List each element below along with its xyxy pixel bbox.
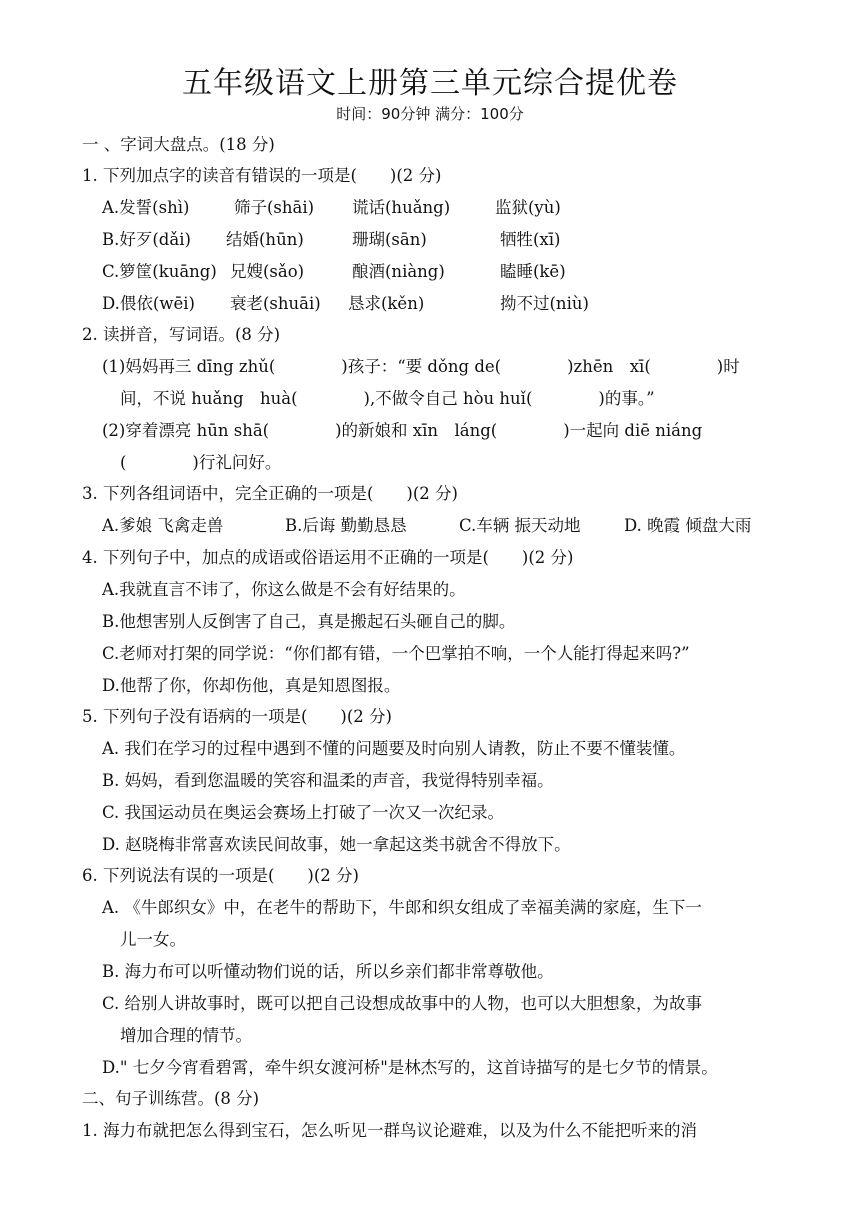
q6-option-b: B. 海力布可以听懂动物们说的话，所以乡亲们都非常尊敬他。 bbox=[102, 962, 554, 981]
q2-line-4: ( )行礼问好。 bbox=[120, 453, 282, 472]
q1-b-word-1: B.好歹(dǎi) bbox=[102, 230, 191, 249]
q1-b-word-4: 牺牲(xī) bbox=[500, 230, 561, 249]
q4-option-d: D.他帮了你，你却伤他，真是知恩图报。 bbox=[102, 676, 401, 695]
section-heading-2: 二、句子训练营。(8 分) bbox=[82, 1089, 260, 1108]
question-3: 3. 下列各组词语中，完全正确的一项是( )(2 分) bbox=[82, 484, 458, 503]
q1-c-word-4: 瞌睡(kē) bbox=[500, 262, 566, 281]
q1-a-word-2: 筛子(shāi) bbox=[234, 198, 315, 217]
exam-meta: 时间：90分钟 满分：100分 bbox=[336, 105, 524, 123]
q3-option-a: A.爹娘 飞禽走兽 bbox=[102, 516, 224, 535]
q4-option-c: C.老师对打架的同学说：“你们都有错，一个巴掌拍不响，一个人能打得起来吗?” bbox=[102, 644, 690, 663]
q3-option-b: B.后诲 勤勤恳恳 bbox=[285, 516, 407, 535]
q1-c-word-1: C.箩筐(kuāng) bbox=[102, 262, 217, 281]
q5-option-c: C. 我国运动员在奥运会赛场上打破了一次又一次纪录。 bbox=[102, 803, 505, 822]
question-1: 1. 下列加点字的读音有错误的一项是( )(2 分) bbox=[82, 166, 442, 185]
q6-option-c-line-2: 增加合理的情节。 bbox=[120, 1026, 252, 1045]
q1-c-word-2: 兄嫂(sǎo) bbox=[230, 262, 305, 281]
q4-option-a: A.我就直言不讳了，你这么做是不会有好结果的。 bbox=[102, 580, 466, 599]
q1-a-word-4: 监狱(yù) bbox=[495, 198, 561, 217]
page-title: 五年级语文上册第三单元综合提优卷 bbox=[182, 66, 678, 101]
q1-d-word-4: 拗不过(niù) bbox=[500, 294, 589, 313]
q3-option-c: C.车辆 振天动地 bbox=[459, 516, 581, 535]
question-5: 5. 下列句子没有语病的一项是( )(2 分) bbox=[82, 707, 392, 726]
question-6: 6. 下列说法有误的一项是( )(2 分) bbox=[82, 866, 359, 885]
section-2-question-1: 1. 海力布就把怎么得到宝石，怎么听见一群鸟议论避难，以及为什么不能把听来的消 bbox=[82, 1121, 697, 1140]
q1-a-word-3: 谎话(huǎng) bbox=[352, 198, 451, 217]
q1-d-word-2: 衰老(shuāi) bbox=[230, 294, 321, 313]
q1-d-word-1: D.偎依(wēi) bbox=[102, 294, 195, 313]
q5-option-d: D. 赵晓梅非常喜欢读民间故事，她一拿起这类书就舍不得放下。 bbox=[102, 835, 571, 854]
q1-d-word-3: 恳求(kěn) bbox=[348, 294, 425, 313]
q6-option-a-line-1: A. 《牛郎织女》中，在老牛的帮助下，牛郎和织女组成了幸福美满的家庭，生下一 bbox=[102, 898, 702, 917]
q2-line-3: (2)穿着漂亮 hūn shā( )的新娘和 xīn láng( )一起向 diē niáng bbox=[102, 421, 703, 440]
q2-line-1: (1)妈妈再三 dīng zhǔ( )孩子：“要 dǒng de( )zhēn xī( )时 bbox=[102, 357, 740, 376]
q1-b-word-3: 珊瑚(sān) bbox=[352, 230, 427, 249]
q2-line-2: 间，不说 huǎng huà( ),不做令自己 hòu huǐ( )的事。” bbox=[120, 389, 655, 408]
q4-option-b: B.他想害别人反倒害了自己，真是搬起石头砸自己的脚。 bbox=[102, 612, 516, 631]
question-4: 4. 下列句子中，加点的成语或俗语运用不正确的一项是( )(2 分) bbox=[82, 548, 574, 567]
q6-option-a-line-2: 儿一女。 bbox=[120, 930, 186, 949]
q5-option-b: B. 妈妈，看到您温暖的笑容和温柔的声音，我觉得特别幸福。 bbox=[102, 771, 554, 790]
q6-option-c-line-1: C. 给别人讲故事时，既可以把自己设想成故事中的人物，也可以大胆想象，为故事 bbox=[102, 994, 703, 1013]
q1-a-word-1: A.发誓(shì) bbox=[102, 198, 190, 217]
section-heading-1: 一 、字词大盘点。(18 分) bbox=[82, 135, 275, 154]
q1-b-word-2: 结婚(hūn) bbox=[226, 230, 304, 249]
question-2: 2. 读拼音，写词语。(8 分) bbox=[82, 325, 281, 344]
q1-c-word-3: 酿酒(niàng) bbox=[352, 262, 445, 281]
q5-option-a: A. 我们在学习的过程中遇到不懂的问题要及时向别人请教，防止不要不懂装懂。 bbox=[102, 739, 686, 758]
q6-option-d: D." 七夕今宵看碧霄，牵牛织女渡河桥"是林杰写的，这首诗描写的是七夕节的情景。 bbox=[102, 1058, 718, 1077]
q3-option-d: D. 晚霞 倾盘大雨 bbox=[624, 516, 752, 535]
